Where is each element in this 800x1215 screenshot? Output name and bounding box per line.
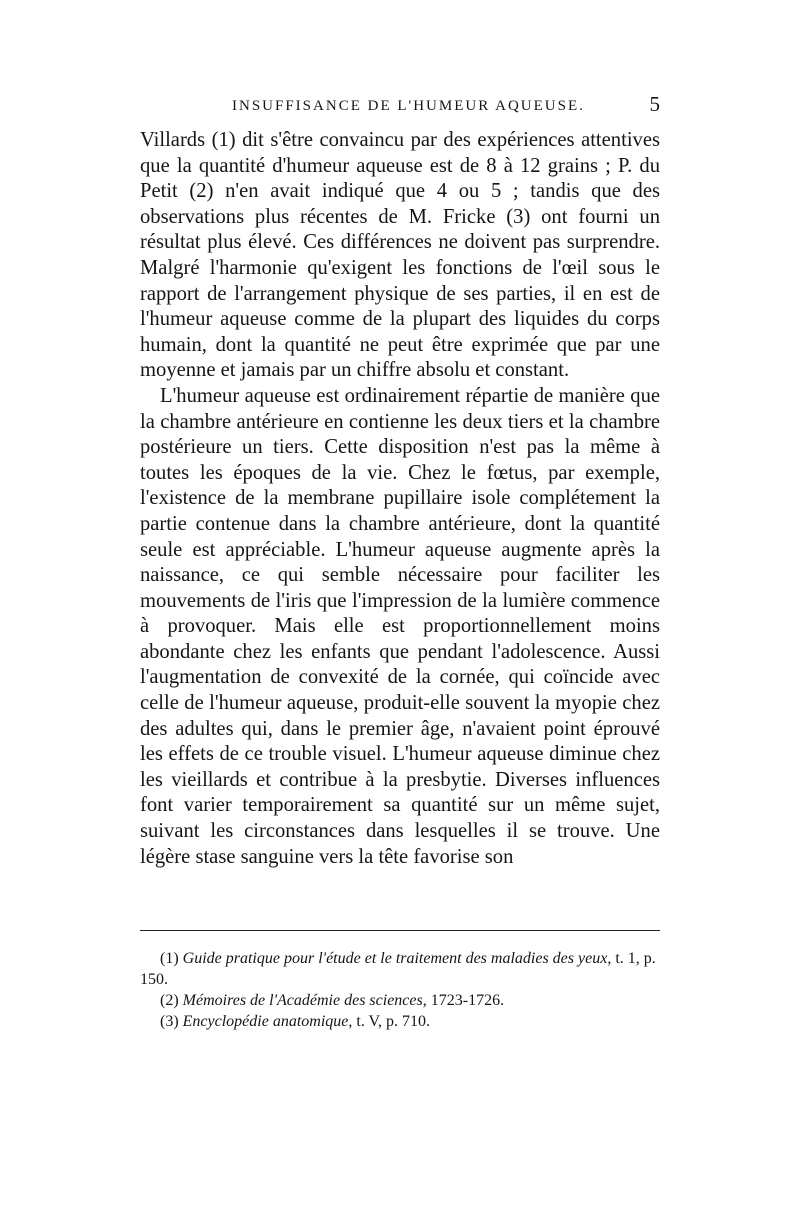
footnote-reference: , t. V, p. 710.	[348, 1013, 431, 1030]
running-head	[140, 92, 660, 122]
footnote-mark: (2)	[160, 992, 179, 1009]
footnote-title: Guide pratique pour l'étude et le traitement des maladies des yeux	[182, 950, 608, 967]
page-number: 5	[649, 92, 660, 116]
footnote	[140, 948, 660, 990]
footnote	[140, 990, 660, 1011]
paragraph: Villards (1) dit s'être convaincu par des expériences attentives que la quantité d'humeur aqueuse est de 8 à 12 grains ; P. du Petit (2) n'en avait indiqué que 4 ou 5 ; tandis que des observations plus récentes de M. Fricke (3) ont fourni un résultat plus élevé. Ces différences ne doivent pas surprendre. Malgré l'harmonie qu'exigent les fonctions de l'œil sous le rapport de l'arrangement physique de ses parties, il en est de l'humeur aqueuse comme de la plupart des liquides du corps humain, dont la quantité ne peut être exprimée que par une moyenne et jamais par un chiffre absolu et constant.	[140, 129, 660, 382]
body-text	[140, 128, 660, 870]
footnote-title: Encyclopédie anatomique	[182, 1013, 349, 1030]
footnote-mark: (1)	[160, 950, 179, 967]
footnote-mark: (3)	[160, 1013, 179, 1030]
footnote-divider	[140, 930, 660, 931]
footnotes	[140, 948, 660, 1032]
footnote-reference: , 1723-1726.	[422, 992, 505, 1009]
footnote-title: Mémoires de l'Académie des sciences	[182, 992, 423, 1009]
footnote	[140, 1011, 660, 1032]
paragraph: L'humeur aqueuse est ordinairement répartie de manière que la chambre antérieure en contienne les deux tiers et la chambre postérieure un tiers. Cette disposition n'est pas la même à toutes les époques de la vie. Chez le fœtus, par exemple, l'existence de la membrane pupillaire isole complétement la partie contenue dans la chambre antérieure, dont la quantité seule est appréciable. L'humeur aqueuse augmente après la naissance, ce qui semble nécessaire pour faciliter les mouvements de l'iris que l'impression de la lumière commence à provoquer. Mais elle est proportionnellement moins abondante chez les enfants que pendant l'adolescence. Aussi l'augmentation de convexité de la cornée, qui coïncide avec celle de l'humeur aqueuse, produit-elle souvent la myopie chez des adultes qui, dans le premier âge, n'avaient point éprouvé les effets de ce trouble visuel. L'humeur aqueuse diminue chez les vieillards et contribue à la presbytie. Diverses influences font varier temporairement sa quantité sur un même sujet, suivant les circonstances dans lesquelles il se trouve. Une légère stase sanguine vers la tête favorise son	[140, 384, 660, 868]
footnote-reference: , t. 1, p. 150.	[140, 950, 656, 988]
running-title: INSUFFISANCE DE L'HUMEUR AQUEUSE.	[232, 98, 585, 114]
